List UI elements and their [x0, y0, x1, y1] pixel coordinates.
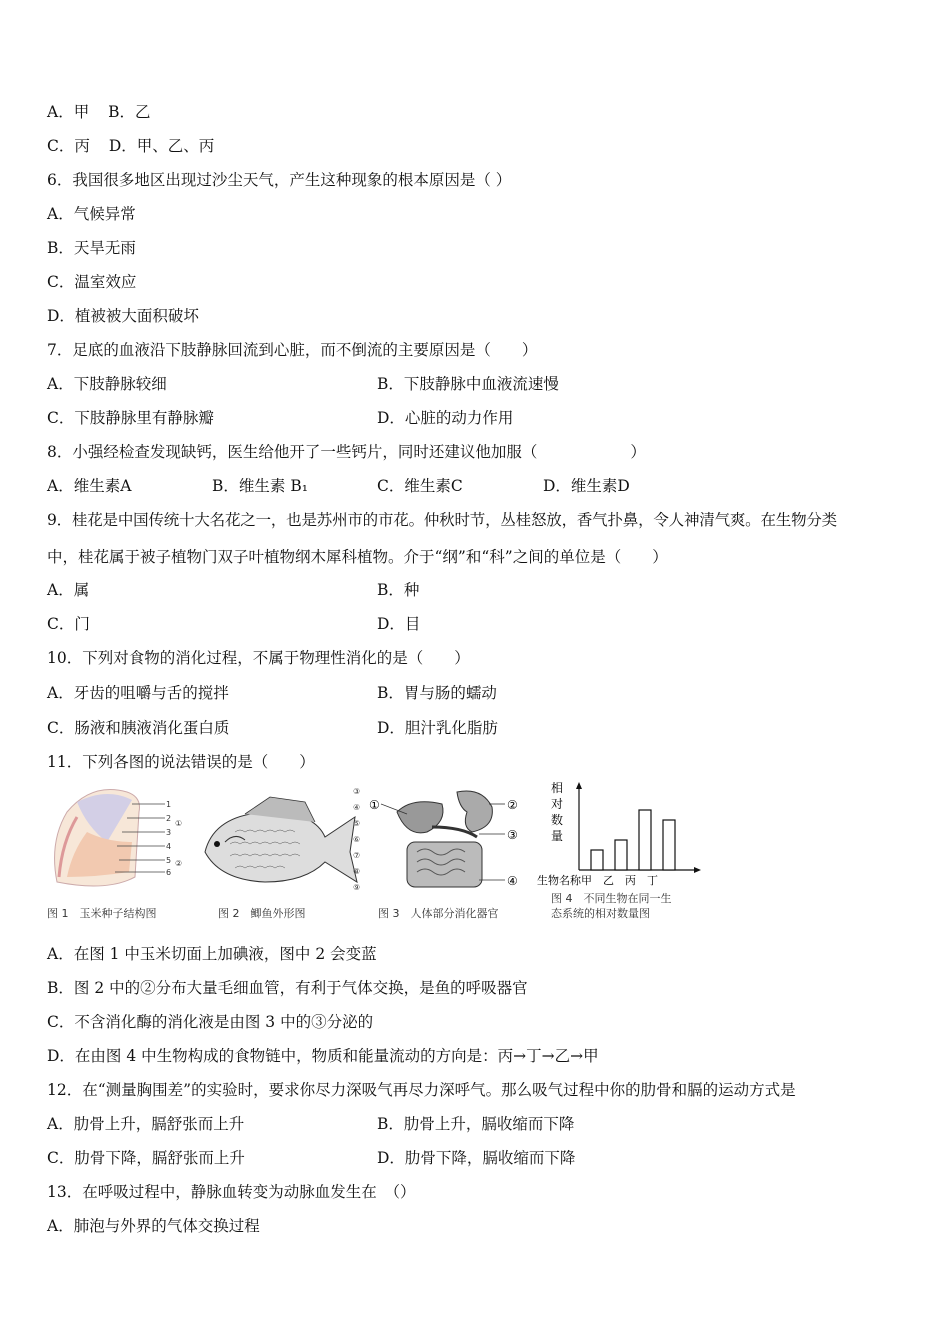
bar-甲 [591, 850, 603, 870]
svg-text:⑨: ⑨ [353, 883, 361, 892]
bar-丁 [663, 820, 675, 870]
q7-options-row1 [47, 374, 167, 394]
fig3-label-1: ① [369, 798, 380, 812]
fig4-caption-line2: 态系统的相对数量图 [551, 907, 650, 920]
svg-text:4: 4 [166, 842, 172, 851]
q8-option-a[interactable]: A．维生素A [47, 477, 132, 495]
fig4-xlabel: 生物名称甲 乙 丙 丁 [537, 874, 658, 887]
q8-option-b[interactable]: B．维生素 B₁ [212, 477, 308, 495]
corn-seed-figure [47, 782, 172, 894]
q9-option-c[interactable]: C．门 [47, 615, 90, 633]
fig4-ylabel-2: 对 [551, 797, 564, 811]
q8-option-c[interactable]: C．维生素C [377, 477, 463, 495]
fig3-label-4: ④ [507, 874, 518, 888]
q6-option-b[interactable]: B．天旱无雨 [47, 239, 136, 257]
q12-option-b[interactable]: B．肋骨上升，膈收缩而下降 [377, 1115, 575, 1133]
q8-option-d[interactable]: D．维生素D [543, 477, 630, 495]
q5-options-row1 [47, 102, 151, 122]
q12-stem: 12．在“测量胸围差”的实验时，要求你尽力深吸气再尽力深呼气。那么吸气过程中你的肋骨和膈的运动方式是 [47, 1081, 796, 1099]
q11-option-b[interactable]: B．图 2 中的②分布大量毛细血管，有利于气体交换，是鱼的呼吸器官 [47, 979, 528, 997]
svg-text:⑦: ⑦ [353, 851, 361, 860]
q11-stem: 11．下列各图的说法错误的是（ ） [47, 753, 315, 771]
q6-option-d[interactable]: D．植被被大面积破坏 [47, 307, 199, 325]
svg-text:⑥: ⑥ [353, 835, 361, 844]
digestive-organs-figure [367, 782, 522, 897]
fig2-caption: 图 2 鲫鱼外形图 [218, 907, 306, 920]
q10-option-b[interactable]: B．胃与肠的蠕动 [377, 684, 497, 702]
fig4-ylabel-4: 量 [551, 829, 564, 843]
fig4-caption-line1: 图 4 不同生物在同一生 [551, 892, 672, 905]
q8-stem: 8．小强经检查发现缺钙，医生给他开了一些钙片，同时还建议他加服（ ） [47, 443, 646, 461]
q7-option-a[interactable]: A．下肢静脉较细 [47, 375, 167, 393]
svg-text:③: ③ [353, 787, 361, 796]
svg-text:6: 6 [166, 868, 172, 877]
q13-stem: 13．在呼吸过程中，静脉血转变为动脉血发生在 （） [47, 1183, 416, 1201]
svg-text:5: 5 [166, 856, 172, 865]
q7-option-c[interactable]: C．下肢静脉里有静脉瓣 [47, 409, 214, 427]
q13-option-a[interactable]: A．肺泡与外界的气体交换过程 [47, 1217, 260, 1235]
q9-option-b[interactable]: B．种 [377, 581, 420, 599]
fig4-ylabel-1: 相 [551, 782, 564, 795]
q7-option-d[interactable]: D．心脏的动力作用 [377, 409, 514, 427]
q6-stem: 6．我国很多地区出现过沙尘天气，产生这种现象的根本原因是（ ） [47, 171, 512, 189]
y-axis-arrow [576, 782, 582, 789]
svg-text:⑧: ⑧ [353, 867, 361, 876]
q10-option-d[interactable]: D．胆汁乳化脂肪 [377, 719, 498, 737]
q9-option-a[interactable]: A．属 [47, 581, 90, 599]
q6-option-c[interactable]: C．温室效应 [47, 273, 137, 291]
q11-option-c[interactable]: C．不含消化酶的消化液是由图 3 中的③分泌的 [47, 1013, 374, 1031]
q10-option-c[interactable]: C．肠液和胰液消化蛋白质 [47, 719, 230, 737]
q11-option-a[interactable]: A．在图 1 中玉米切面上加碘液，图中 2 会变蓝 [47, 945, 377, 963]
q5-option-a[interactable]: A．甲 [47, 103, 90, 121]
svg-text:2: 2 [166, 814, 172, 823]
q9-option-d[interactable]: D．目 [377, 615, 421, 633]
fig3-label-3: ③ [507, 828, 518, 842]
q5-option-b[interactable]: B．乙 [108, 103, 151, 121]
q10-option-a[interactable]: A．牙齿的咀嚼与舌的搅拌 [47, 684, 229, 702]
carp-figure [175, 782, 365, 897]
q12-option-d[interactable]: D．肋骨下降，膈收缩而下降 [377, 1149, 576, 1167]
fig4-ylabel-3: 数 [551, 813, 564, 827]
q6-option-a[interactable]: A．气候异常 [47, 205, 136, 223]
fig3-caption: 图 3 人体部分消化器官 [378, 907, 499, 920]
bar-乙 [615, 840, 627, 870]
fig1-caption: 图 1 玉米种子结构图 [47, 907, 157, 920]
svg-text:①: ① [175, 819, 183, 828]
x-axis-arrow [694, 867, 701, 873]
q10-stem: 10．下列对食物的消化过程，不属于物理性消化的是（ ） [47, 649, 470, 667]
svg-text:②: ② [175, 859, 183, 868]
q12-option-c[interactable]: C．肋骨下降，膈舒张而上升 [47, 1149, 245, 1167]
q5-option-c[interactable]: C．丙 [47, 137, 90, 155]
bar-丙 [639, 810, 651, 870]
q7-option-b[interactable]: B．下肢静脉中血液流速慢 [377, 375, 559, 393]
fig3-label-2: ② [507, 798, 518, 812]
q5-option-d[interactable]: D．甲、乙、丙 [108, 137, 215, 155]
q11-figures [45, 782, 705, 922]
q7-stem: 7．足底的血液沿下肢静脉回流到心脏，而不倒流的主要原因是（ ） [47, 341, 538, 359]
svg-text:⑤: ⑤ [353, 819, 361, 828]
q5-options-row2 [47, 136, 214, 156]
q12-option-a[interactable]: A．肋骨上升，膈舒张而上升 [47, 1115, 245, 1133]
q9-stem-line2: 中，桂花属于被子植物门双子叶植物纲木犀科植物。介于“纲”和“科”之间的单位是（ ） [47, 548, 668, 566]
svg-text:1: 1 [166, 800, 172, 809]
q9-stem-line1: 9．桂花是中国传统十大名花之一，也是苏州市的市花。仲秋时节，丛桂怒放，香气扑鼻，令人神清气爽。在生物分类 [47, 511, 837, 529]
svg-text:3: 3 [166, 828, 172, 837]
svg-text:④: ④ [353, 803, 361, 812]
q11-option-d[interactable]: D．在由图 4 中生物构成的食物链中，物质和能量流动的方向是：丙→丁→乙→甲 [47, 1047, 599, 1065]
